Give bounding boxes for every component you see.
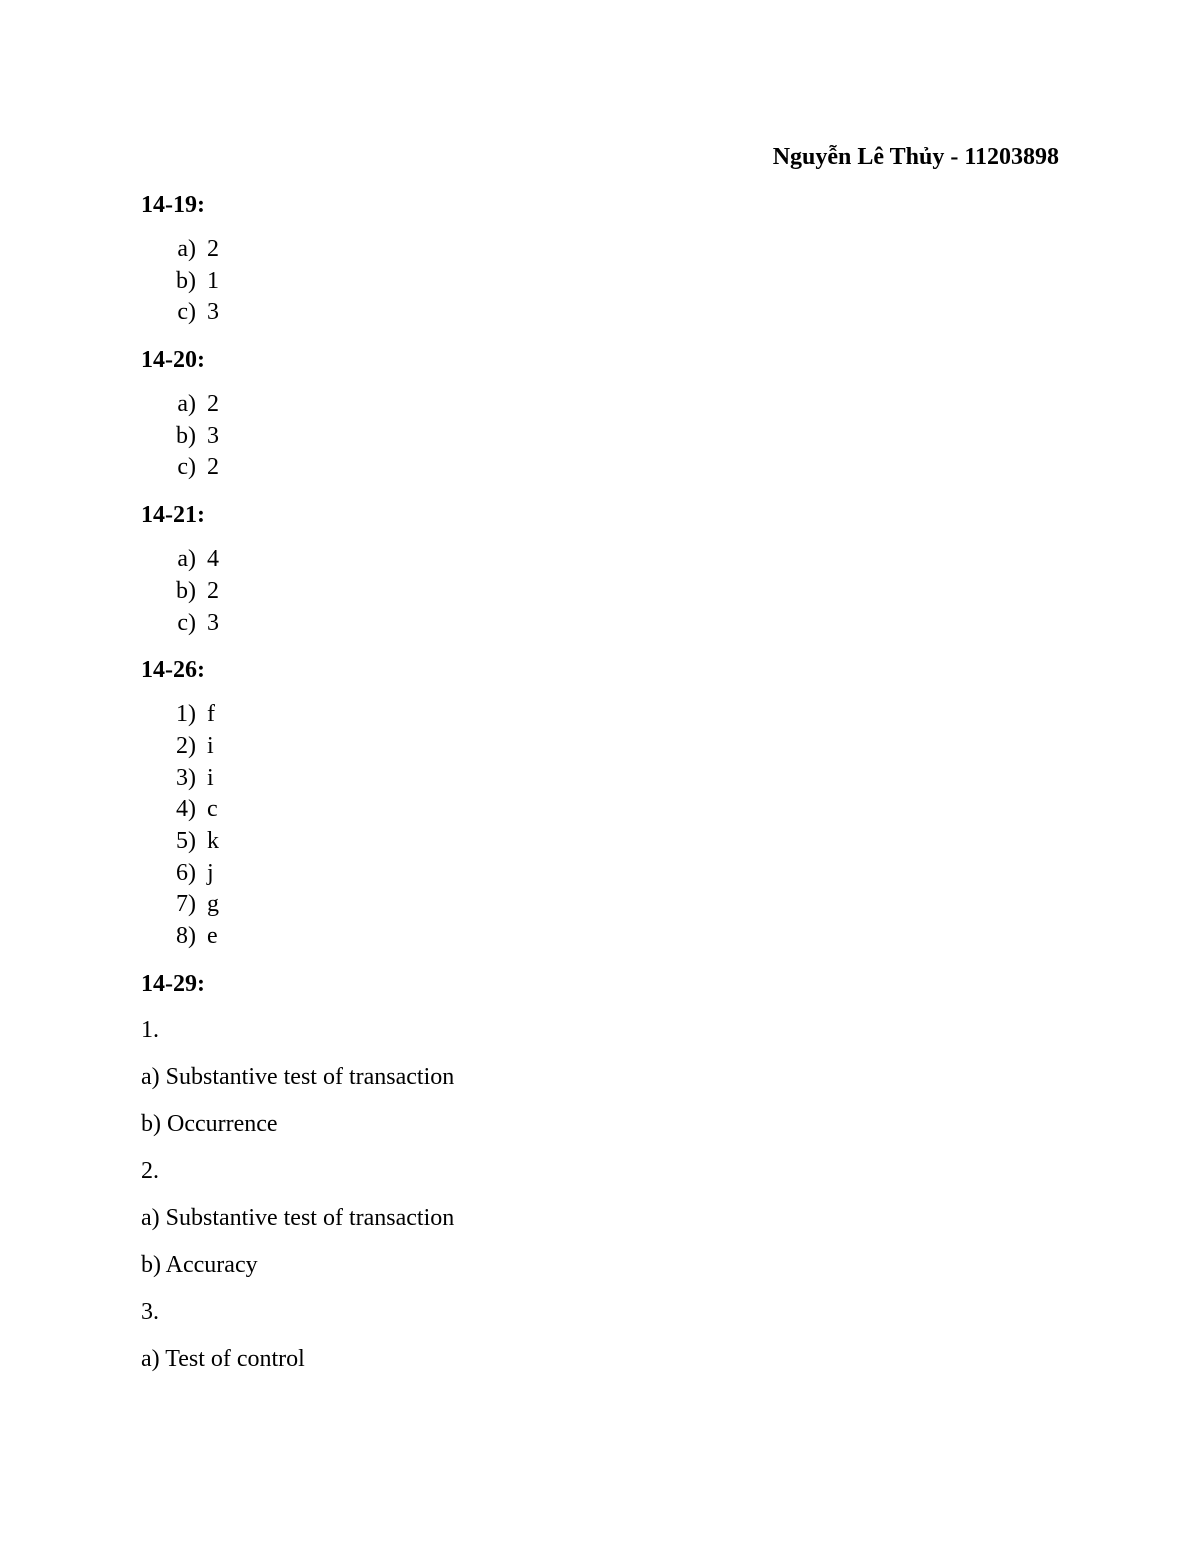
- list-marker: b): [176, 577, 196, 604]
- answer-list-14-20: [141, 389, 1041, 484]
- list-marker: a): [177, 546, 196, 573]
- list-marker: 5): [176, 827, 196, 854]
- list-item: [141, 297, 1041, 329]
- list-item: [141, 234, 1041, 266]
- list-item: [141, 608, 1041, 640]
- list-marker: a): [177, 391, 196, 418]
- list-item: [141, 389, 1041, 421]
- list-item: [141, 452, 1041, 484]
- list-item: [141, 731, 1041, 763]
- list-item: [141, 921, 1041, 953]
- list-marker: a): [177, 236, 196, 262]
- list-item: [141, 544, 1041, 576]
- answer-value: 2: [207, 391, 219, 418]
- answer-value: j: [207, 859, 214, 886]
- list-marker: b): [176, 267, 196, 294]
- list-marker: 3): [176, 764, 196, 791]
- answer-value: 2: [207, 454, 219, 481]
- list-marker: 1): [176, 701, 196, 728]
- section-heading-14-19: 14-19:: [141, 192, 205, 218]
- list-item: [141, 794, 1041, 826]
- list-marker: c): [177, 454, 196, 481]
- answer-value: f: [207, 701, 215, 728]
- answer-value: i: [207, 732, 214, 759]
- list-item: [141, 699, 1041, 731]
- answer-line: a) Substantive test of transaction: [141, 1063, 455, 1090]
- list-item: [141, 266, 1041, 298]
- list-marker: 2): [176, 732, 196, 759]
- list-marker: c): [177, 609, 196, 636]
- list-item: [141, 889, 1041, 921]
- answer-value: 4: [207, 546, 219, 573]
- answer-line: a) Substantive test of transaction: [141, 1204, 455, 1231]
- list-item: [141, 421, 1041, 453]
- list-marker: 7): [176, 891, 196, 918]
- list-item: [141, 858, 1041, 890]
- section-heading-14-26: 14-26:: [141, 657, 205, 684]
- answer-value: c: [207, 796, 218, 823]
- list-marker: 4): [176, 796, 196, 823]
- answer-list-14-21: [141, 544, 1041, 639]
- answer-value: k: [207, 827, 219, 854]
- answer-content: [141, 188, 1041, 1389]
- answer-value: e: [207, 923, 218, 949]
- section-heading-14-20: 14-20:: [141, 347, 205, 374]
- question-number: 1.: [141, 1016, 159, 1043]
- answer-value: 2: [207, 236, 219, 262]
- section-heading-14-21: 14-21:: [141, 502, 205, 529]
- answer-value: 3: [207, 299, 219, 326]
- answer-value: 3: [207, 422, 219, 449]
- answer-line: b) Accuracy: [141, 1251, 258, 1278]
- answer-line: a) Test of control: [141, 1345, 305, 1372]
- list-marker: 8): [176, 923, 196, 949]
- question-number: 3.: [141, 1298, 159, 1325]
- list-marker: c): [177, 299, 196, 326]
- author-name-id: Nguyễn Lê Thủy - 11203898: [772, 144, 1059, 170]
- answer-value: 1: [207, 267, 219, 294]
- list-item: [141, 763, 1041, 795]
- answer-value: 2: [207, 577, 219, 604]
- answer-line: b) Occurrence: [141, 1110, 278, 1137]
- section-heading-14-29: 14-29:: [141, 970, 205, 997]
- list-item: [141, 576, 1041, 608]
- answer-value: i: [207, 764, 214, 791]
- answer-value: g: [207, 891, 219, 918]
- question-number: 2.: [141, 1157, 159, 1184]
- list-item: [141, 826, 1041, 858]
- answer-value: 3: [207, 609, 219, 636]
- list-marker: 6): [176, 859, 196, 886]
- answer-list-14-19: [141, 234, 1041, 329]
- list-marker: b): [176, 422, 196, 449]
- answer-list-14-26: [141, 699, 1041, 953]
